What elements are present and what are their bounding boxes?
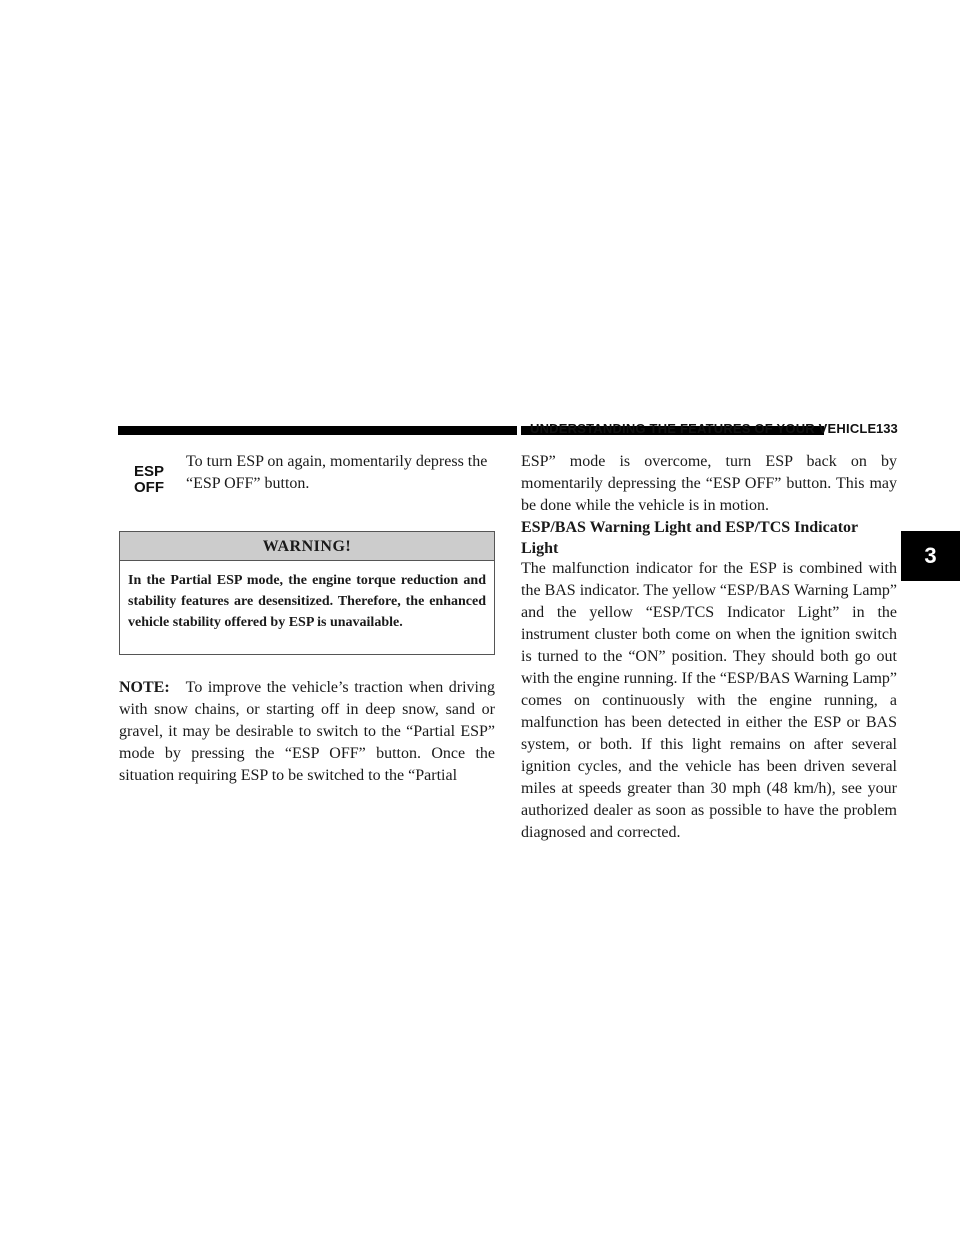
note-label: NOTE:	[119, 679, 170, 696]
continuation-paragraph	[521, 451, 897, 517]
esp-on-text: To turn ESP on again, momentarily depress the “ESP OFF” button.	[186, 453, 488, 492]
continuation-text: ESP” mode is overcome, turn ESP back on by momentarily depressing the “ESP OFF” button. This may be done while the vehicle is in motion.	[521, 453, 897, 514]
page-number: 133	[876, 421, 898, 436]
running-header-title: UNDERSTANDING THE FEATURES OF YOUR VEHICLE	[530, 421, 877, 436]
warning-body: In the Partial ESP mode, the engine torque reduction and stability features are desensitized. Therefore, the enhanced vehicle stability offered by ESP is unavailable.	[128, 573, 486, 630]
esp-off-icon	[128, 464, 170, 496]
esp-off-icon-line1: ESP	[133, 463, 164, 480]
indicator-paragraph	[521, 558, 897, 844]
warning-title: WARNING!	[120, 532, 494, 561]
note-paragraph	[119, 677, 495, 787]
chapter-tab: 3	[901, 531, 960, 581]
esp-on-paragraph	[186, 451, 494, 495]
note-text: To improve the vehicle’s traction when driving with snow chains, or starting off in deep snow, sand or gravel, it may be desirable to switch to the “Partial ESP” mode by pressing the “ESP OFF” button. Once the situation requiring ESP to be switched to the “Partial	[119, 679, 495, 784]
header-rule-left	[118, 426, 517, 435]
warning-box	[119, 531, 495, 655]
section-heading: ESP/BAS Warning Light and ESP/TCS Indicator Light	[521, 519, 858, 557]
indicator-text: The malfunction indicator for the ESP is combined with the BAS indicator. The yellow “ESP/BAS Warning Lamp” and the yellow “ESP/TCS Indicator Light” in the instrument cluster both come on when the ignition switch is turned to the “ON” position. They should both go out with the engine running. If the “ESP/BAS Warning Lamp” comes on continuously with the engine running, a malfunction has been detected in either the ESP or BAS system, or both. If this light remains on after several ignition cycles, and the vehicle has been driven several miles at speeds greater than 30 mph (48 km/h), see your authorized dealer as soon as possible to have the problem diagnosed and corrected.	[521, 560, 897, 841]
esp-off-icon-line2: OFF	[134, 479, 164, 496]
